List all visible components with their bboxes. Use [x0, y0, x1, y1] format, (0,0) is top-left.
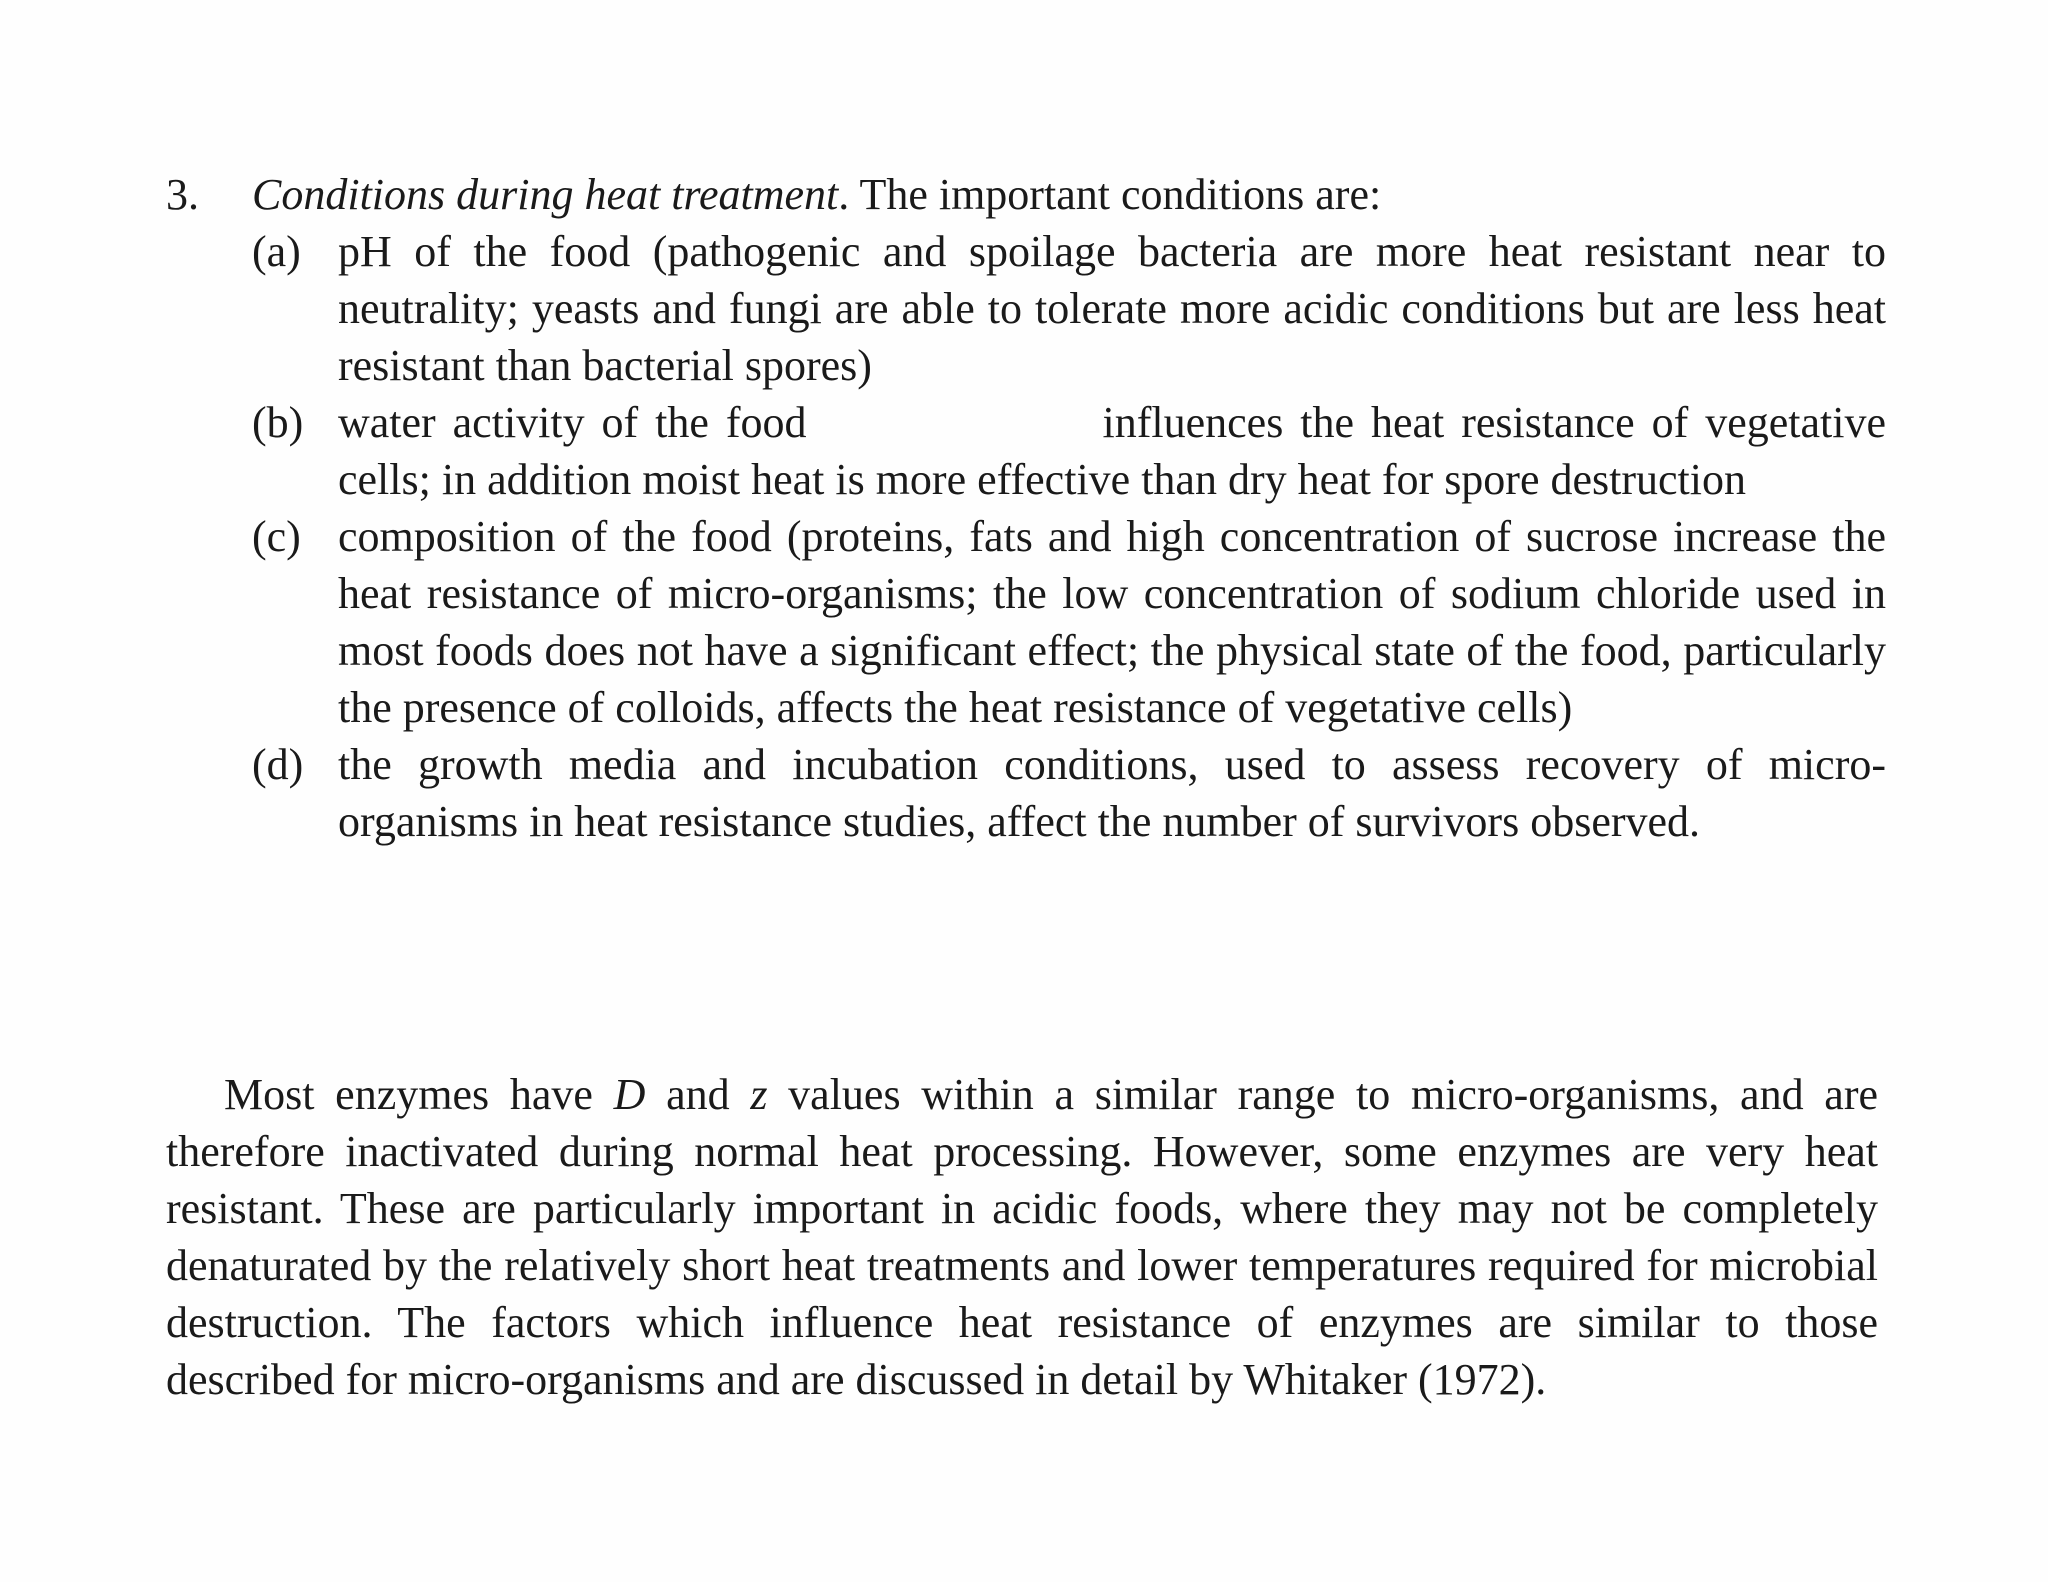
section-heading-italic: Conditions during heat treatment	[252, 170, 839, 219]
list-item-marker: (b)	[252, 398, 304, 447]
section-heading-text	[252, 166, 1381, 223]
list-item	[252, 223, 1886, 394]
z-value-symbol: z	[750, 1070, 768, 1119]
list-item-marker: (a)	[252, 227, 301, 276]
list-item-text: pH of the food (pathogenic and spoilage bacteria are more heat resistant near to neutrality; yeasts and fungi are able to tolerate more acidic conditions but are less heat resistant than bacterial spores)	[338, 227, 1886, 390]
list-item	[252, 394, 1886, 508]
conditions-list	[166, 223, 1886, 850]
list-item-text-before-gap: water activity of the food	[338, 398, 807, 447]
list-item-text	[338, 394, 1886, 508]
section-heading	[166, 166, 1886, 223]
list-item	[252, 508, 1886, 736]
d-value-symbol: D	[613, 1070, 646, 1119]
list-item-text: the growth media and incubation conditions, used to assess recovery of micro-organisms in heat resistance studies, affect the number of survivors observed.	[338, 740, 1886, 846]
list-item-marker: (c)	[252, 512, 301, 561]
numbered-section	[166, 166, 1886, 850]
paragraph-part-3: values within a similar range to micro-organisms, and are therefore inactivated during normal heat processing. However, some enzymes are very heat resistant. These are particularly important in acidic foods, where they may not be completely denaturated by the relatively short heat treatments and lower temperatures required for microbial destruction. The factors which influence heat resistance of enzymes are similar to those described for micro-organisms and are discussed in detail by Whitaker (1972).	[166, 1070, 1878, 1404]
list-item-text-after-gap: influences the heat resistance of vegetative cells; in addition moist heat is more effective than dry heat for spore destruction	[338, 398, 1886, 504]
list-item-text: composition of the food (proteins, fats and high concentration of sucrose increase the heat resistance of micro-organisms; the low concentration of sodium chloride used in most foods does not have a significant effect; the physical state of the food, particularly the presence of colloids, affects the heat resistance of vegetative cells)	[338, 512, 1886, 732]
list-item-marker: (d)	[252, 740, 304, 789]
paragraph-part-2: and	[645, 1070, 751, 1119]
section-number: 3.	[166, 170, 199, 219]
body-paragraph	[166, 1066, 1878, 1408]
paragraph-part-1: Most enzymes have	[224, 1070, 614, 1119]
list-item	[252, 736, 1886, 850]
section-heading-rest: . The important conditions are:	[838, 170, 1382, 219]
